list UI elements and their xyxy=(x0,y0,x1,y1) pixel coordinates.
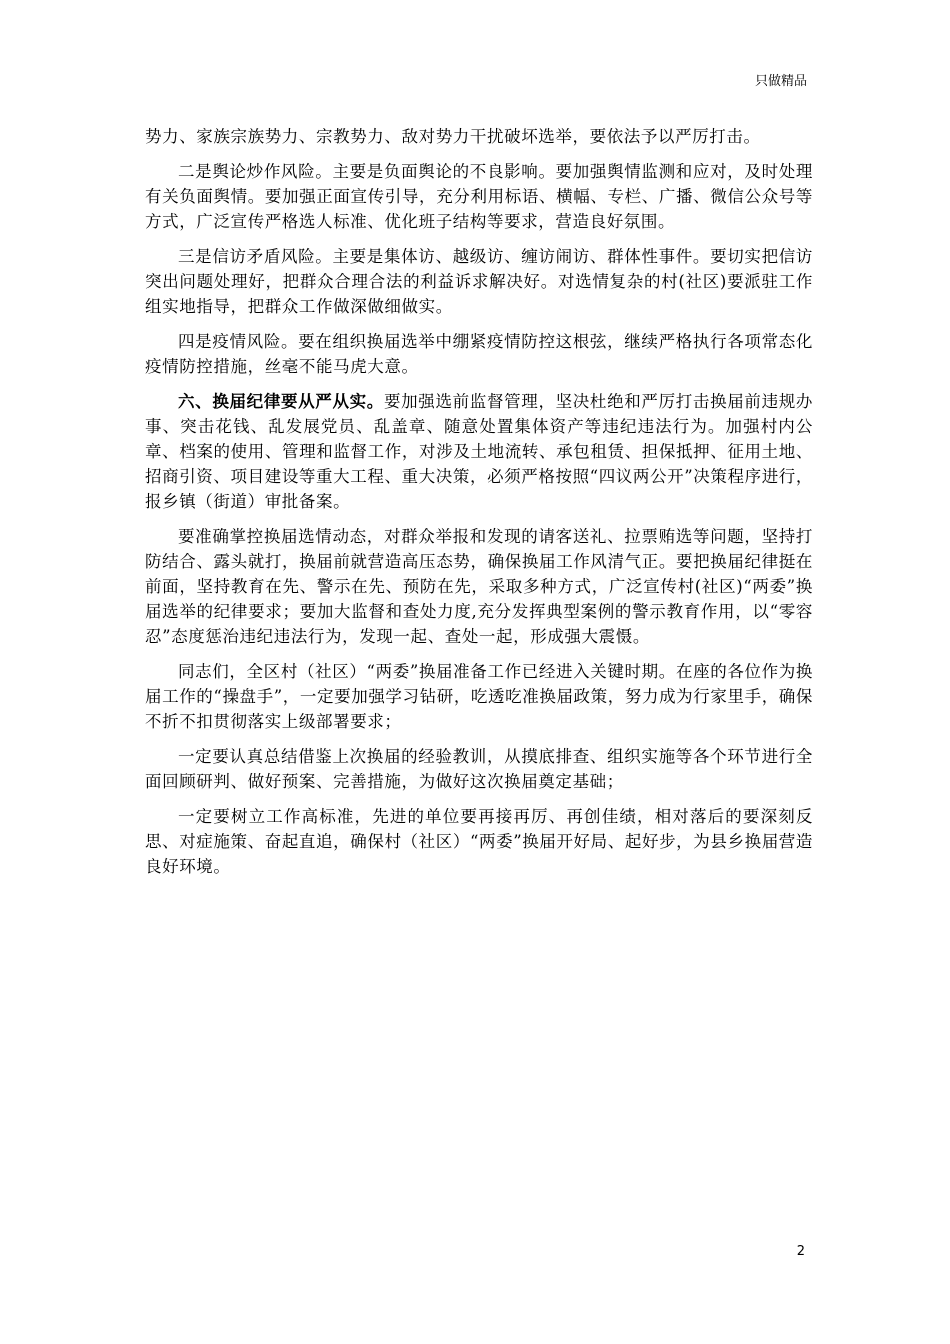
paragraph-epidemic-risk: 四是疫情风险。要在组织换届选举中绷紧疫情防控这根弦，继续严格执行各项常态化疫情防控措施，丝毫不能马虎大意。 xyxy=(145,332,813,376)
paragraph-public-opinion-risk: 二是舆论炒作风险。主要是负面舆论的不良影响。要加强舆情监测和应对，及时处理有关负面舆情。要加强正面宣传引导，充分利用标语、横幅、专栏、广播、微信公众号等方式，广泛宣传严格选人标准、优化班子结构等要求，营造良好氛围。 xyxy=(145,162,813,231)
paragraph-closing-3: 一定要树立工作高标准，先进的单位要再接再厉、再创佳绩，相对落后的要深刻反思、对症施策、奋起直追，确保村（社区）“两委”换届开好局、起好步，为县乡换届营造良好环境。 xyxy=(145,807,813,876)
paragraph-closing-2: 一定要认真总结借鉴上次换届的经验教训，从摸底排查、组织实施等各个环节进行全面回顾研判、做好预案、完善措施，为做好这次换届奠定基础； xyxy=(145,747,813,791)
paragraph-election-discipline xyxy=(145,389,813,514)
page-number: 2 xyxy=(796,1244,805,1259)
section-body: 要加强选前监督管理，坚决杜绝和严厉打击换届前违规办事、突击花钱、乱发展党员、乱盖章、随意处置集体资产等违纪违法行为。加强村内公章、档案的使用、管理和监督工作，对涉及土地流转、承包租赁、担保抵押、征用土地、招商引资、项目建设等重大工程、重大决策，必须严格按照“四议两公开”决策程序进行，报乡镇（街道）审批备案。 xyxy=(145,392,813,511)
section-heading: 六、换届纪律要从严从实。 xyxy=(178,392,384,411)
paragraph-election-situation: 要准确掌控换届选情动态，对群众举报和发现的请客送礼、拉票贿选等问题，坚持打防结合、露头就打，换届前就营造高压态势，确保换届工作风清气正。要把换届纪律挺在前面，坚持教育在先、警示在先、预防在先，采取多种方式，广泛宣传村(社区)“两委”换届选举的纪律要求；要加大监督和查处力度,充分发挥典型案例的警示教育作用，以“零容忍”态度惩治违纪违法行为，发现一起、查处一起，形成强大震慑。 xyxy=(145,527,813,646)
header-note: 只做精品 xyxy=(754,74,807,89)
document-body xyxy=(145,124,813,889)
paragraph-closing-1: 同志们，全区村（社区）“两委”换届准备工作已经进入关键时期。在座的各位作为换届工作的“操盘手”，一定要加强学习钻研，吃透吃准换届政策，努力成为行家里手，确保不折不扣贯彻落实上级部署要求； xyxy=(145,662,813,731)
paragraph-petition-risk: 三是信访矛盾风险。主要是集体访、越级访、缠访闹访、群体性事件。要切实把信访突出问题处理好，把群众合理合法的利益诉求解决好。对选情复杂的村(社区)要派驻工作组实地指导，把群众工作做深做细做实。 xyxy=(145,247,813,316)
paragraph-continuation: 势力、家族宗族势力、宗教势力、敌对势力干扰破坏选举，要依法予以严厉打击。 xyxy=(145,127,761,146)
